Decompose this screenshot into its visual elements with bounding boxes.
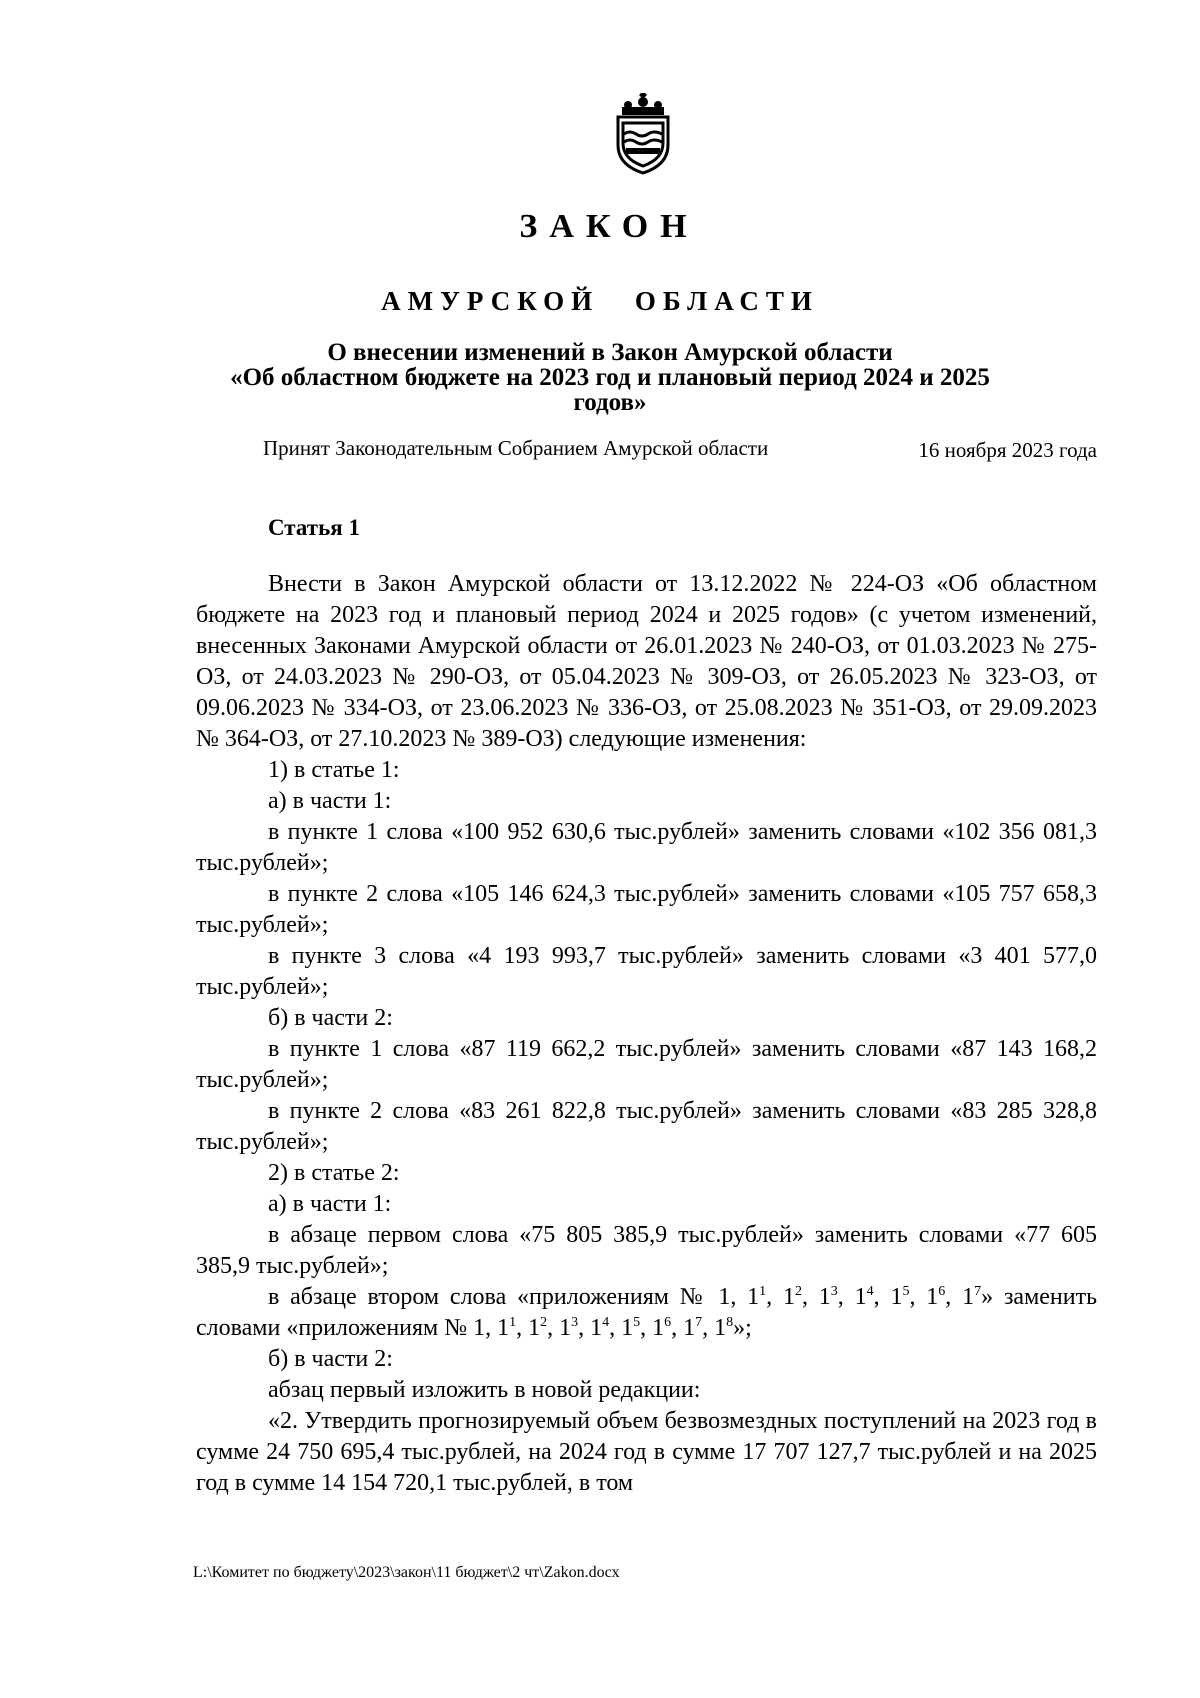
list-item: в пункте 1 слова «87 119 662,2 тыс.рублей» заменить словами «87 143 168,2 тыс.рублей»; (196, 1036, 1098, 1093)
intro-paragraph: Внести в Закон Амурской области от 13.12.2022 № 224-ОЗ «Об областном бюджете на 2023 год и плановый период 2024 и 2025 годов» (с учетом изменений, внесенных Законами Амурской области от 26.01.2023 № 240-ОЗ, от 01.03.2023 № 275-ОЗ, от 24.03.2023 № 290-ОЗ, от 05.04.2023 № 309-ОЗ, от 26.05.2023 № 323-ОЗ, от 09.06.2023 № 334-ОЗ, от 23.06.2023 № 336-ОЗ, от 25.08.2023 № 351-ОЗ, от 29.09.2023 № 364-ОЗ, от 27.10.2023 № 389-ОЗ) следующие изменения: (196, 571, 1098, 752)
law-subject (220, 340, 1000, 415)
list-item: в пункте 2 слова «83 261 822,8 тыс.рублей» заменить словами «83 285 328,8 тыс.рублей»; (196, 1098, 1098, 1155)
list-item: в пункте 3 слова «4 193 993,7 тыс.рублей» заменить словами «3 401 577,0 тыс.рублей»; (196, 943, 1098, 1000)
list-item: а) в части 1: (268, 788, 392, 814)
list-item: в пункте 2 слова «105 146 624,3 тыс.рублей» заменить словами «105 757 658,3 тыс.рублей»; (196, 881, 1098, 938)
list-item: в абзаце первом слова «75 805 385,9 тыс.рублей» заменить словами «77 605 385,9 тыс.рублей»; (196, 1222, 1098, 1279)
list-item: б) в части 2: (268, 1346, 393, 1372)
adopted-date: 16 ноября 2023 года (918, 438, 1097, 462)
subject-line: «Об областном бюджете на 2023 год и плановый период 2024 и 2025 (230, 364, 990, 391)
list-item: 1) в статье 1: (268, 757, 400, 783)
list-item: 2) в статье 2: (268, 1160, 400, 1186)
list-item: в пункте 1 слова «100 952 630,6 тыс.рублей» заменить словами «102 356 081,3 тыс.рублей»; (196, 819, 1098, 876)
list-item: абзац первый изложить в новой редакции: (268, 1377, 701, 1403)
subject-line: годов» (573, 389, 647, 416)
region-title: АМУРСКОЙ ОБЛАСТИ (381, 286, 819, 316)
law-title: ЗАКОН (519, 208, 699, 245)
list-item: в абзаце втором слова «приложениям № 1, $1^1$, $1^2$, $1^3$, $1^4$, $1^5$, $1^6$, $1^7$» заменить словами «приложениям № 1, $1^1$, $1^2$, $1^3$, $1^4$, $1^5$, $1^6$, $1^7$, $1^8$»; (196, 1284, 1098, 1341)
file-path-footer: L:\Комитет по бюджету\2023\закон\11 бюджет\2 чт\Zakon.docx (193, 1564, 620, 1581)
quote-paragraph: «2. Утвердить прогнозируемый объем безвозмездных поступлений на 2023 год в сумме 24 750 695,4 тыс.рублей, на 2024 год в сумме 17 707 127,7 тыс.рублей и на 2025 год в сумме 14 154 720,1 тыс.рублей, в том (196, 1408, 1098, 1496)
coat-of-arms-emblem (610, 93, 676, 175)
article-title: Статья 1 (268, 515, 360, 540)
article-body (196, 569, 1097, 1499)
list-item: б) в части 2: (268, 1005, 393, 1031)
adopted-by: Принят Законодательным Собранием Амурской области (263, 436, 769, 460)
subject-line: О внесении изменений в Закон Амурской области (327, 339, 893, 366)
list-item: а) в части 1: (268, 1191, 392, 1217)
